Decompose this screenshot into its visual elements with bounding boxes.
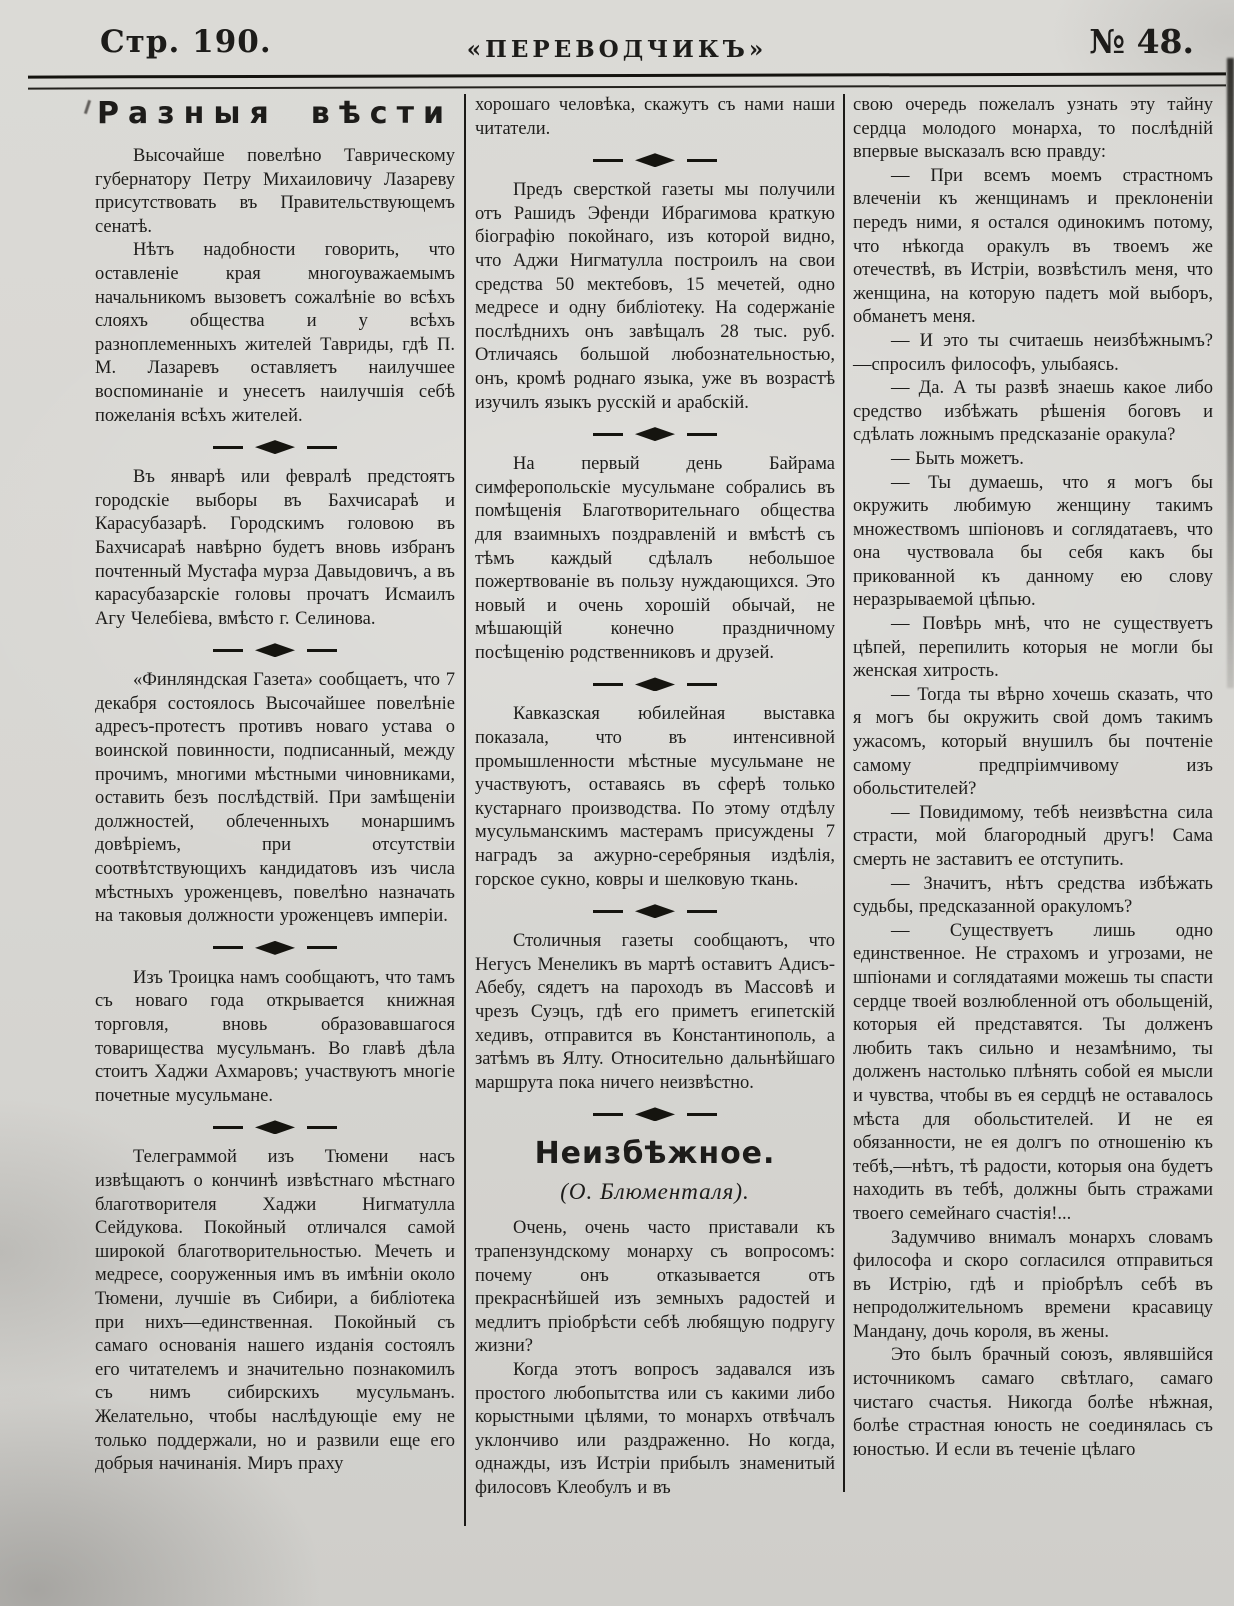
diamond-ornament-icon <box>635 904 675 918</box>
separator-dash <box>307 446 337 449</box>
dialogue-paragraph: — Тогда ты вѣрно хочешь сказать, что я могъ бы окружить свой домъ такимъ ужасомъ, который внушилъ бы почтеніе самому предпріимчивому изъ обольстителей? <box>853 684 1213 800</box>
diamond-ornament-icon <box>635 1107 675 1121</box>
section-separator <box>475 903 835 919</box>
diamond-ornament-icon <box>255 440 295 454</box>
separator-dash <box>593 910 623 913</box>
dialogue-paragraph: — Значитъ, нѣтъ средства избѣжать судьбы, предсказанной оракуломъ? <box>853 873 1213 918</box>
diamond-ornament-icon <box>635 153 675 167</box>
story-title: Неизбѣжное. <box>534 1136 776 1172</box>
section-separator <box>475 426 835 442</box>
dialogue-paragraph: — Повидимому, тебѣ неизвѣстна сила страсти, мой благородный другъ! Сама смерть не заставитъ ее отступить. <box>853 802 1213 870</box>
diamond-ornament-icon <box>255 941 295 955</box>
page-columns <box>95 94 1219 1598</box>
column-2 <box>475 94 835 1501</box>
paragraph: Нѣтъ надобности говорить, что оставленіе края многоуважаемымъ начальникомъ вызоветъ сожалѣніе во всѣхъ слояхъ общества и у всѣхъ разноплеменныхъ жителей Тавриды, гдѣ П. М. Лазаревъ оставляетъ наилучшее воспоминаніе и унесетъ наилучшія себѣ пожеланія всѣхъ жителей. <box>95 240 455 426</box>
column-1 <box>95 94 455 1477</box>
paragraph: Изъ Троицка намъ сообщаютъ, что тамъ съ новаго года открывается книжная торговля, вновь образовавшагося товарищества мусульманъ. Во главѣ дѣла стоитъ Хаджи Ахмаровъ; участвуютъ многіе почетные мусульмане. <box>95 967 455 1106</box>
paragraph: Задумчиво внималъ монархъ словамъ философа и скоро согласился отправиться въ Истрію, гдѣ и пріобрѣлъ себѣ въ непродолжительномъ времени красавицу Мандану, дочь короля, въ жены. <box>853 1227 1213 1342</box>
separator-dash <box>307 649 337 652</box>
section-separator <box>475 676 835 692</box>
paragraph: Очень, очень часто приставали къ трапензундскому монарху съ вопросомъ: почему онъ отказывается отъ прекраснѣйшей изъ земныхъ радостей и медлитъ пріобрѣсти себѣ любящую подругу жизни? <box>475 1218 835 1357</box>
separator-dash <box>593 1113 623 1116</box>
separator-dash <box>593 433 623 436</box>
separator-dash <box>593 683 623 686</box>
dialogue-paragraph: — Повѣрь мнѣ, что не существуетъ цѣпей, перепилить которыя не могли бы женская хитрость. <box>853 614 1213 682</box>
paragraph: свою очередь пожелалъ узнать эту тайну сердца молодого монарха, то послѣдній впервые высказалъ всю правду: <box>853 95 1213 163</box>
section-separator <box>475 152 835 168</box>
paragraph: На первый день Байрама симферопольскіе мусульмане собрались въ помѣщенія Благотворительнаго общества для взаимныхъ поздравленій и вмѣстѣ съ тѣмъ каждый сдѣлалъ небольшое пожертвованіе въ пользу нуждающихся. Это новый и очень хорошій обычай, не мѣшающій конечно праздничному посѣщенію родственниковъ и друзей. <box>475 454 835 663</box>
separator-dash <box>687 159 717 162</box>
paragraph: Это былъ брачный союзъ, являвшійся источникомъ самаго свѣтлаго, самаго чистаго счастья. Никогда болѣе нѣжная, болѣе страстная юность не соединялась съ юностью. И если въ теченіе цѣлаго <box>853 1345 1213 1460</box>
diamond-ornament-icon <box>635 427 675 441</box>
section-separator <box>95 1119 455 1135</box>
paragraph: Кавказская юбилейная выставка показала, что въ интенсивной промышленности мѣстные мусульмане не участвуютъ, оставаясь въ сферѣ только кустарнаго производства. По этому отдѣлу мусульманскимъ мастерамъ присуждены 7 наградъ за ажурно-серебряныя издѣлія, горское сукно, ковры и шелковую ткань. <box>475 704 835 890</box>
dialogue-paragraph: — И это ты считаешь неизбѣжнымъ? —спросилъ философъ, улыбаясь. <box>853 330 1213 375</box>
separator-dash <box>687 683 717 686</box>
diamond-ornament-icon <box>255 643 295 657</box>
separator-dash <box>593 159 623 162</box>
separator-dash <box>307 946 337 949</box>
dialogue-paragraph: — Ты думаешь, что я могъ бы окружить любимую женщину такимъ множествомъ шпіоновъ и соглядатаевъ, что она чуствовала бы себя какъ бы прикованной къ данному ею слову неразрываемой цѣпью. <box>853 472 1213 611</box>
section-separator <box>95 940 455 956</box>
masthead-title: «ПЕРЕВОДЧИКЪ» <box>466 36 768 63</box>
paragraph: Высочайше повелѣно Таврическому губернатору Петру Михаиловичу Лазареву присутствовать въ Правительствующемъ сенатѣ. <box>95 146 455 237</box>
column-divider-2 <box>843 94 845 1492</box>
diamond-ornament-icon <box>255 1120 295 1134</box>
paragraph: Въ январѣ или февралѣ предстоятъ городскіе выборы въ Бахчисараѣ и Карасубазарѣ. Городскимъ головою въ Бахчисараѣ навѣрно будетъ вновь избранъ почтенный Мустафа мурза Давыдовичъ, а въ карасубазарскіе головы прочатъ Исмаилъ Агу Челебіева, вмѣсто г. Селинова. <box>95 467 455 629</box>
paragraph: Предъ сверсткой газеты мы получили отъ Рашидъ Эфенди Ибрагимова краткую біографію покойнаго, изъ которой видно, что Аджи Нигматулла построилъ на свои средства 50 мектебовъ, 15 мечетей, одно медресе и одну библіотеку. На содержаніе послѣднихъ онъ завѣщалъ 28 тыс. руб. Отличаясь большой любознательностью, онъ, кромѣ роднаго языка, уже въ возрастѣ изучилъ языкъ русскій и арабскій. <box>475 180 835 413</box>
dialogue-paragraph: — Существуетъ лишь одно единственное. Не страхомъ и угрозами, не шпіонами и соглядатаями можешь ты спасти сердце твоей возлюбленной отъ обольщеній, которыя ей представятся. Ты долженъ любить такъ сильно и незамѣнимо, ты долженъ настолько плѣнять собой ея мысли и чувства, чтобы въ ея сердцѣ не оставалось мѣста для обольстителей. И не ея обязанности, не ея долгъ по отношенію къ тебѣ,—нѣтъ, тѣ радости, которыя она будетъ находить въ тебѣ, должны быть стражами твоего семейнаго счастія!... <box>853 920 1213 1224</box>
section-separator <box>95 439 455 455</box>
separator-dash <box>213 446 243 449</box>
scan-ink-mark <box>84 100 91 114</box>
paragraph: Когда этотъ вопросъ задавался изъ простого любопытства или съ какими либо корыстными цѣлями, то монархъ отвѣчалъ уклончиво или раздраженно. Но когда, однажды, изъ Истріи прибылъ знаменитый филосовъ Клеобулъ и въ <box>475 1359 835 1498</box>
separator-dash <box>213 946 243 949</box>
dialogue-paragraph: — Быть можетъ. <box>891 448 1024 469</box>
section-separator <box>475 1106 835 1122</box>
scan-edge-artifact <box>1227 58 1234 688</box>
separator-dash <box>687 1113 717 1116</box>
column-divider-1 <box>464 94 466 1526</box>
dialogue-paragraph: — При всемъ моемъ страстномъ влеченіи къ женщинамъ и преклоненіи передъ ними, я остался одинокимъ потому, что нѣкогда оракулъ въ твоемъ же отечествѣ, въ Истріи, возвѣстилъ меня, что женщина, на которую падетъ мой выборъ, обманетъ меня. <box>853 165 1213 328</box>
section-heading: Разныя вѣсти <box>97 96 453 131</box>
column-3 <box>853 94 1213 1462</box>
separator-dash <box>687 910 717 913</box>
paragraph: Столичныя газеты сообщаютъ, что Негусъ Менеликъ въ мартѣ оставитъ Адисъ-Абебу, сядетъ на пароходъ въ Массовѣ и чрезъ Суэцъ, гдѣ его приметъ египетскій хедивъ, отправится въ Константинополь, а затѣмъ въ Ялту. Относительно дальнѣйшаго маршрута пока ничего неизвѣстно. <box>475 931 835 1093</box>
story-byline: (О. Блюменталя). <box>560 1179 750 1205</box>
separator-dash <box>213 1126 243 1129</box>
page-number-label: Стр. 190. <box>100 24 272 60</box>
paragraph: Телеграммой изъ Тюмени насъ извѣщаютъ о кончинѣ извѣстнаго мѣстнаго благотворителя Хаджи Нигматулла Сейдукова. Покойный отличался самой широкой благотворительностью. Мечеть и медресе, сооруженныя имъ въ имѣніи около Тюмени, лучшіе въ Сибири, а библіотека при нихъ—единственная. Покойный съ самаго основанія нашего изданія состоялъ его читателемъ и значительно познакомилъ съ нимъ сибирскихъ мусульманъ. Желательно, чтобы наслѣдующіе ему не только поддержали, но и развили еще его добрыя начинанія. Миръ праху <box>95 1147 455 1475</box>
separator-dash <box>307 1126 337 1129</box>
paragraph: «Финляндская Газета» сообщаетъ, что 7 декабря состоялось Высочайшее повелѣніе адресъ-протестъ противъ новаго устава о воинской повинности, подписанный, между прочимъ, многими мѣстными чиновниками, оставить безъ послѣдствій. При замѣщеніи должностей, облеченныхъ монаршимъ довѣріемъ, при отсутствіи соотвѣтствующихъ кандидатовъ изъ числа мѣстныхъ уроженцевъ, повелѣно назначать на таковыя должности уроженцевъ имперіи. <box>95 670 455 927</box>
separator-dash <box>213 649 243 652</box>
page-header <box>0 0 1234 72</box>
paragraph: хорошаго человѣка, скажутъ съ нами наши читатели. <box>475 95 835 139</box>
dialogue-paragraph: — Да. А ты развѣ знаешь какое либо средство избѣжать рѣшенія боговъ и сдѣлать ложнымъ предсказаніе оракула? <box>853 378 1213 446</box>
issue-number-label: № 48. <box>1089 22 1194 61</box>
separator-dash <box>687 433 717 436</box>
diamond-ornament-icon <box>635 677 675 691</box>
section-separator <box>95 642 455 658</box>
header-double-rule <box>28 72 1226 89</box>
